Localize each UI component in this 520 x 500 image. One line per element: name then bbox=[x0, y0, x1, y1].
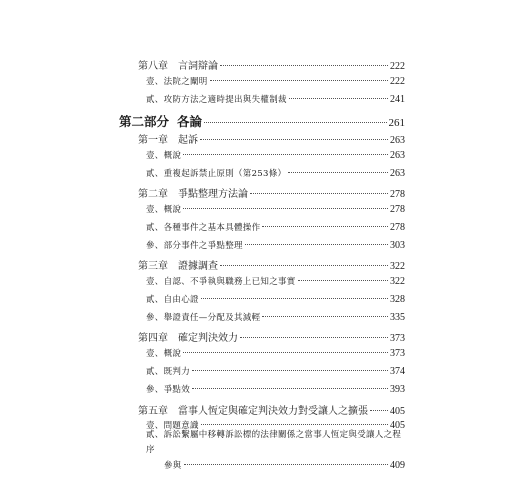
leader-dots bbox=[183, 154, 388, 155]
toc-page-number: 241 bbox=[390, 94, 405, 105]
leader-dots bbox=[370, 410, 388, 411]
part-number: 第二部分 bbox=[119, 114, 170, 129]
leader-dots bbox=[201, 298, 388, 299]
toc-page-number: 222 bbox=[390, 76, 405, 87]
toc-page-number: 405 bbox=[390, 406, 405, 417]
toc-page-number: 278 bbox=[390, 222, 405, 233]
toc-entry-chapter bbox=[138, 402, 405, 417]
chapter-number: 第二章 bbox=[138, 189, 168, 200]
leader-dots bbox=[298, 280, 388, 281]
toc-entry-title: 貳、自由心證 bbox=[146, 295, 199, 305]
toc-page-number: 393 bbox=[390, 384, 405, 395]
chapter-number: 第五章 bbox=[138, 406, 168, 417]
toc-entry-title: 爭點整理方法論 bbox=[178, 189, 248, 200]
leader-dots bbox=[220, 65, 388, 66]
toc-entry-chapter bbox=[138, 131, 405, 146]
toc-page-number: 373 bbox=[390, 348, 405, 359]
toc-entry-title: 貳、訴訟繫屬中移轉訴訟標的法律關係之當事人恆定與受讓人之程序 bbox=[146, 430, 402, 455]
toc-entry-section bbox=[146, 75, 405, 87]
toc-page-number: 261 bbox=[388, 117, 405, 129]
toc-page-number: 303 bbox=[390, 240, 405, 251]
toc-entry-title: 言詞辯論 bbox=[178, 61, 218, 72]
toc-page-number: 263 bbox=[390, 168, 405, 179]
toc-entry-title: 確定判決效力 bbox=[178, 333, 238, 344]
leader-dots bbox=[184, 464, 388, 465]
toc-entry-section bbox=[146, 149, 405, 161]
leader-dots bbox=[240, 337, 388, 338]
toc-entry-chapter bbox=[138, 185, 405, 200]
toc-entry-part bbox=[119, 112, 405, 130]
toc-entry-section bbox=[146, 239, 405, 251]
toc-entry-title: 各論 bbox=[177, 114, 203, 129]
toc-page-number: 322 bbox=[390, 261, 405, 272]
toc-entry-title: 參、部分事件之爭點整理 bbox=[146, 241, 243, 251]
toc-page-number: 405 bbox=[390, 420, 405, 431]
toc-entry-title: 起訴 bbox=[178, 135, 198, 146]
toc-page-number: 278 bbox=[390, 189, 405, 200]
toc-entry-title: 壹、概說 bbox=[146, 349, 182, 359]
toc-entry-section bbox=[146, 383, 405, 395]
toc-entry-chapter bbox=[138, 57, 405, 72]
toc-page-number: 278 bbox=[390, 204, 405, 215]
leader-dots bbox=[289, 98, 388, 99]
toc-page-number: 328 bbox=[390, 294, 405, 305]
chapter-number: 第八章 bbox=[138, 61, 168, 72]
toc-entry-title-continued: 參與 bbox=[164, 461, 182, 471]
leader-dots bbox=[250, 193, 388, 194]
leader-dots bbox=[201, 424, 388, 425]
toc-page-number: 263 bbox=[390, 150, 405, 161]
toc-entry-section bbox=[146, 167, 405, 179]
toc-page-number: 222 bbox=[390, 61, 405, 72]
toc-entry-title: 壹、概說 bbox=[146, 151, 182, 161]
leader-dots bbox=[200, 139, 388, 140]
toc-page-number: 373 bbox=[390, 333, 405, 344]
toc-entry-title: 當事人恆定與確定判決效力對受讓人之擴張 bbox=[178, 406, 368, 417]
toc-entry-title: 參、舉證責任—分配及其減輕 bbox=[146, 313, 261, 323]
toc-page-number: 409 bbox=[390, 460, 405, 471]
toc-entry-wrapped bbox=[146, 428, 405, 474]
toc-entry-title: 貳、既判力 bbox=[146, 367, 191, 377]
toc-entry-section bbox=[146, 93, 405, 105]
leader-dots bbox=[220, 265, 388, 266]
toc-page-number: 374 bbox=[390, 366, 405, 377]
toc-entry-title: 參、爭點效 bbox=[146, 385, 191, 395]
leader-dots bbox=[183, 208, 388, 209]
toc-entry-title: 貳、攻防方法之適時提出與失權制裁 bbox=[146, 95, 287, 105]
toc-entry-title: 證據調查 bbox=[178, 261, 218, 272]
toc-entry-title: 壹、問題意識 bbox=[146, 421, 199, 431]
toc-entry-section bbox=[146, 311, 405, 323]
toc-page-number: 322 bbox=[390, 276, 405, 287]
leader-dots bbox=[288, 172, 388, 173]
toc-entry-title: 壹、自認、不爭執與職務上已知之事實 bbox=[146, 277, 296, 287]
leader-dots bbox=[245, 244, 388, 245]
toc-entry-section bbox=[146, 293, 405, 305]
leader-dots bbox=[262, 316, 388, 317]
leader-dots bbox=[183, 352, 388, 353]
toc-entry-section bbox=[146, 365, 405, 377]
toc-entry-title: 貳、各種事件之基本具體操作 bbox=[146, 223, 261, 233]
toc-entry-section bbox=[146, 275, 405, 287]
toc-entry-title: 貳、重複起訴禁止原則（第253條） bbox=[146, 169, 287, 179]
leader-dots bbox=[210, 80, 388, 81]
chapter-number: 第四章 bbox=[138, 333, 168, 344]
leader-dots bbox=[192, 370, 388, 371]
chapter-number: 第三章 bbox=[138, 261, 168, 272]
toc-entry-chapter bbox=[138, 329, 405, 344]
leader-dots bbox=[192, 388, 388, 389]
toc-page-number: 335 bbox=[390, 312, 405, 323]
toc-entry-title: 壹、概說 bbox=[146, 205, 182, 215]
leader-dots bbox=[262, 226, 388, 227]
leader-dots bbox=[204, 122, 386, 123]
chapter-number: 第一章 bbox=[138, 135, 168, 146]
toc-entry-section bbox=[146, 221, 405, 233]
toc-page-number: 263 bbox=[390, 135, 405, 146]
toc-entry-section bbox=[146, 347, 405, 359]
toc-entry-chapter bbox=[138, 257, 405, 272]
toc-entry-title: 壹、法院之闡明 bbox=[146, 77, 208, 87]
toc-entry-section bbox=[146, 203, 405, 215]
